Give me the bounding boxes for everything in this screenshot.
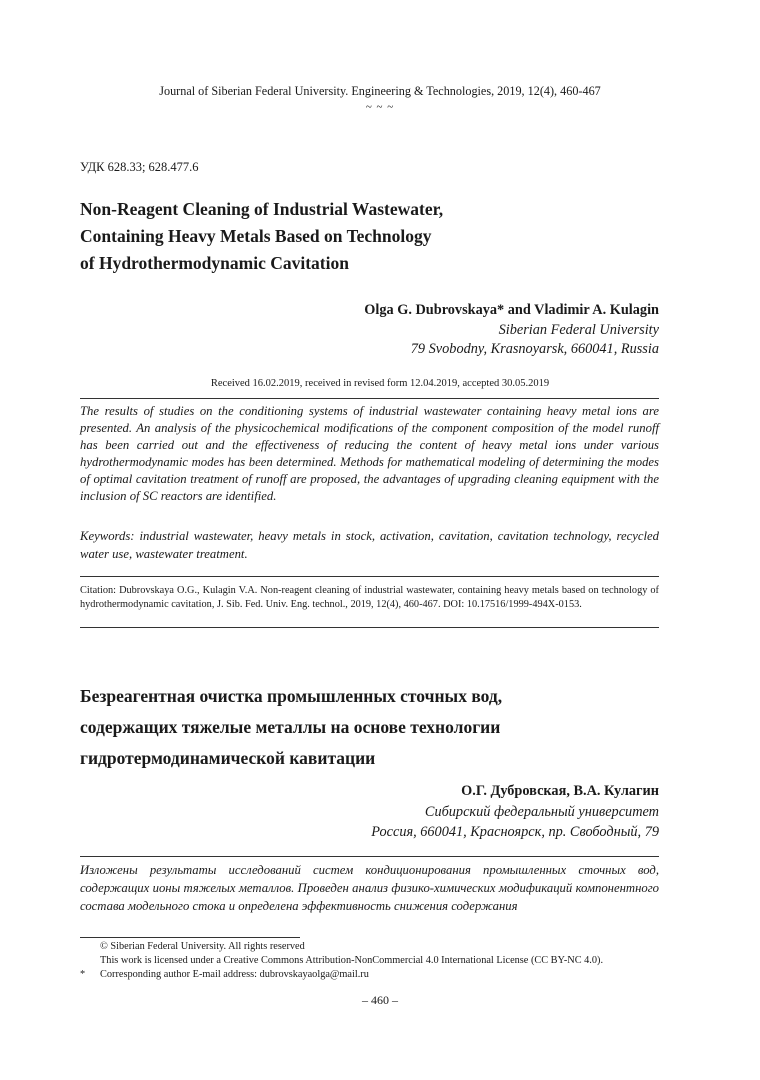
copyright-notice: © Siberian Federal University. All rights reserved	[100, 941, 305, 952]
english-authors: Olga G. Dubrovskaya* and Vladimir A. Kulagin	[364, 302, 659, 318]
header-ornament: ~ ~ ~	[365, 101, 395, 113]
journal-header: Journal of Siberian Federal University. Engineering & Technologies, 2019, 12(4), 460-467	[159, 84, 601, 98]
english-keywords: Keywords: industrial wastewater, heavy metals in stock, activation, cavitation, cavitation technology, recycled water use, wastewater treatment.	[80, 529, 659, 561]
english-affiliation: Siberian Federal University	[498, 322, 659, 338]
russian-address: Россия, 660041, Красноярск, пр. Свободный, 79	[371, 824, 659, 840]
russian-affiliation: Сибирский федеральный университет	[424, 804, 659, 820]
russian-abstract: Изложены результаты исследований систем кондиционирования промышленных сточных вод, содержащих ионы тяжелых металлов. Проведен анализ физико-химических модификаций компонентного состава модельного стока и определена эффективность снижения содержания	[80, 863, 659, 913]
russian-authors: О.Г. Дубровская, В.А. Кулагин	[461, 783, 659, 799]
received-dates: Received 16.02.2019, received in revised form 12.04.2019, accepted 30.05.2019	[210, 378, 550, 389]
english-abstract: The results of studies on the conditioning systems of industrial wastewater containing heavy metal ions are presented. An analysis of the physicochemical modifications of the component composition of the model runoff has been carried out and the effectiveness of reducing the content of heavy metal ions under various hydrothermodynamic modes has been determined. Methods for mathematical modeling of determining the modes of optimal cavitation treatment of runoff are proposed, the advantages of upgrading cleaning equipment with the inclusion of SC reactors are identified.	[80, 404, 659, 503]
udk-code: УДК 628.33; 628.477.6	[80, 160, 199, 174]
russian-title-line-2: содержащих тяжелые металлы на основе технологии	[80, 717, 501, 737]
divider-top	[80, 398, 659, 399]
license-notice: This work is licensed under a Creative Commons Attribution-NonCommercial 4.0 International License (CC BY-NC 4.0).	[100, 955, 604, 966]
corresponding-author: Corresponding author E-mail address: dubrovskayaolga@mail.ru	[100, 969, 369, 980]
russian-title	[80, 681, 659, 774]
citation: Citation: Dubrovskaya O.G., Kulagin V.A. Non-reagent cleaning of industrial wastewater, containing heavy metals based on technology of hydrothermodynamic cavitation, J. Sib. Fed. Univ. Eng. technol., 2019, 12(4), 460-467. DOI: 10.17516/1999-494X-0153.	[80, 585, 659, 611]
divider-citation-bottom	[80, 627, 659, 628]
english-address: 79 Svobodny, Krasnoyarsk, 660041, Russia	[410, 341, 659, 357]
divider-citation-top	[80, 576, 659, 577]
english-title-line-1: Non-Reagent Cleaning of Industrial Wastewater,	[80, 199, 444, 219]
divider-russian	[80, 856, 659, 857]
russian-title-line-1: Безреагентная очистка промышленных сточных вод,	[80, 686, 503, 706]
page-number: – 460 –	[362, 993, 398, 1007]
russian-title-line-3: гидротермодинамической кавитации	[80, 748, 376, 768]
english-title-line-2: Containing Heavy Metals Based on Technology	[80, 226, 432, 246]
footnote-divider	[80, 937, 300, 938]
english-title	[80, 196, 640, 277]
footnote-star: *	[80, 969, 86, 980]
english-title-line-3: of Hydrothermodynamic Cavitation	[80, 253, 349, 273]
